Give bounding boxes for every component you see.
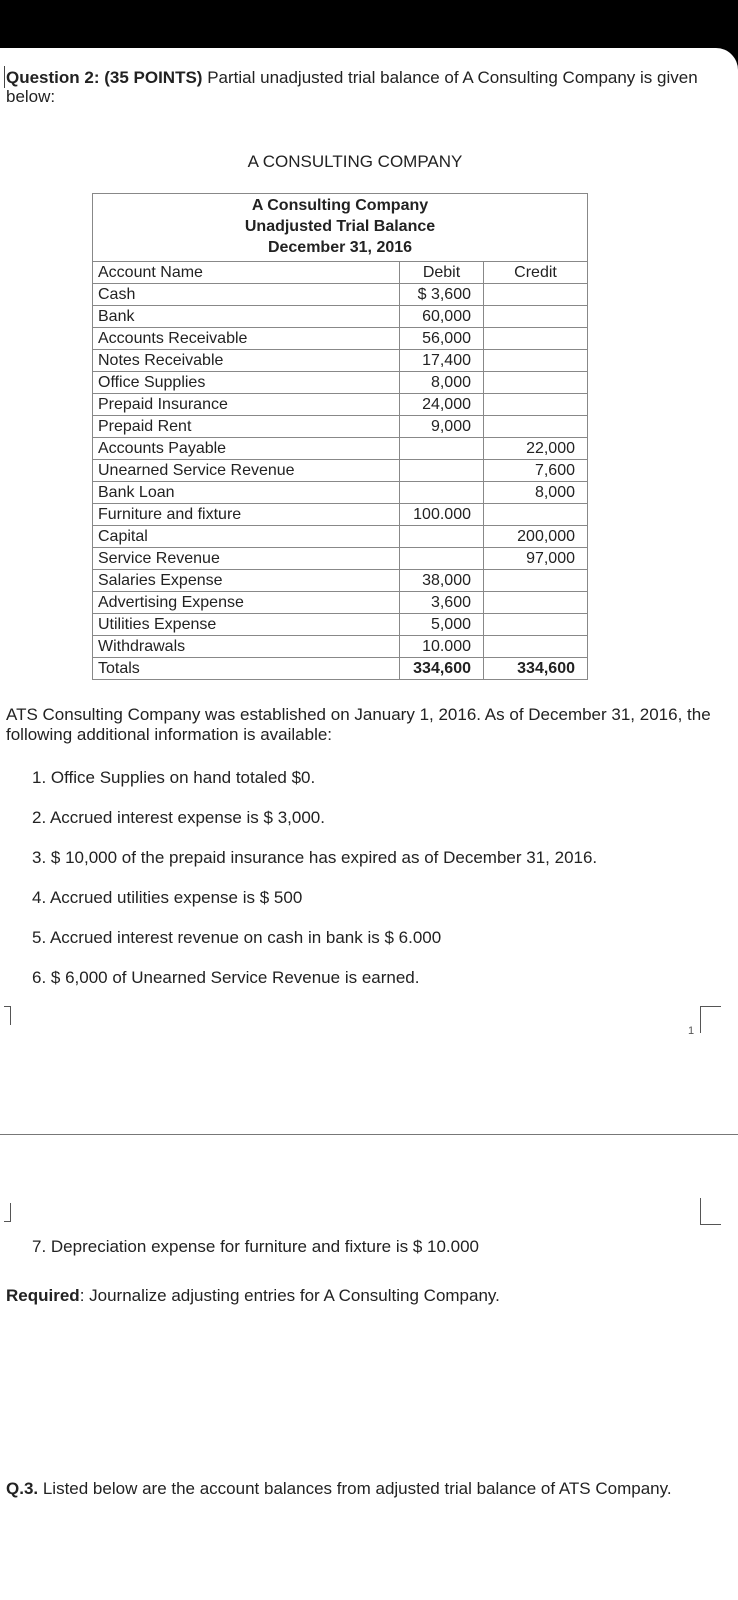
required-text: : Journalize adjusting entries for A Consulting Company. [79,1286,500,1305]
totals-credit: 334,600 [484,658,588,680]
table-row [93,394,588,416]
cell-debit: 60,000 [400,306,484,328]
company-heading: A CONSULTING COMPANY [247,152,463,171]
table-row [93,504,588,526]
table-row [93,548,588,570]
cell-credit [484,394,588,416]
page-divider [0,1134,738,1135]
trial-balance-table [92,193,588,680]
table-row [93,350,588,372]
cell-account: Office Supplies [93,372,400,394]
cell-debit: 100.000 [400,504,484,526]
list-item: 1. Office Supplies on hand totaled $0. [32,768,316,787]
table-title [93,194,588,262]
table-row [93,460,588,482]
question-3-label: Q.3. [6,1479,39,1498]
cell-credit [484,636,588,658]
cell-credit [484,416,588,438]
table-row [93,526,588,548]
cell-account: Prepaid Rent [93,416,400,438]
table-row [93,306,588,328]
required-label: Required [6,1286,80,1305]
cell-debit: 8,000 [400,372,484,394]
cell-account: Capital [93,526,400,548]
cell-debit [400,548,484,570]
cell-debit: 24,000 [400,394,484,416]
table-row [93,328,588,350]
list-item: 5. Accrued interest revenue on cash in bank is $ 6.000 [32,928,442,947]
cell-credit [484,306,588,328]
cell-credit: 97,000 [484,548,588,570]
cell-account: Notes Receivable [93,350,400,372]
cell-debit: 9,000 [400,416,484,438]
table-title-line: Unadjusted Trial Balance [244,218,436,235]
question-3 [6,1479,706,1499]
intro-paragraph: ATS Consulting Company was established on January 1, 2016. As of December 31, 2016, the following additional information is available: [6,705,711,744]
table-row [93,592,588,614]
page-edge-line [4,66,5,88]
table-row [93,284,588,306]
cell-credit [484,592,588,614]
table-row [93,636,588,658]
list-item: 4. Accrued utilities expense is $ 500 [32,888,303,907]
cell-account: Utilities Expense [93,614,400,636]
cell-account: Salaries Expense [93,570,400,592]
totals-debit: 334,600 [400,658,484,680]
cell-debit [400,526,484,548]
page-corner-marker [700,1006,721,1033]
totals-label: Totals [93,658,400,680]
cell-account: Accounts Receivable [93,328,400,350]
cell-account: Service Revenue [93,548,400,570]
cell-credit [484,372,588,394]
list-item: 7. Depreciation expense for furniture and fixture is $ 10.000 [32,1237,479,1256]
cell-credit: 8,000 [484,482,588,504]
cell-account: Bank [93,306,400,328]
cell-credit: 7,600 [484,460,588,482]
cell-credit: 200,000 [484,526,588,548]
table-title-line: December 31, 2016 [267,239,413,256]
table-title-line: A Consulting Company [251,197,429,214]
document-page [0,48,738,1600]
cell-credit [484,504,588,526]
cell-credit: 22,000 [484,438,588,460]
question-2 [6,68,726,106]
column-header-account: Account Name [93,262,400,284]
totals-row [93,658,588,680]
cell-account: Advertising Expense [93,592,400,614]
cell-debit: 10.000 [400,636,484,658]
cell-account: Prepaid Insurance [93,394,400,416]
table-row [93,482,588,504]
table-row [93,372,588,394]
cell-credit [484,350,588,372]
cell-debit: 5,000 [400,614,484,636]
cell-credit [484,328,588,350]
page-number: 1 [688,1025,695,1037]
table-row [93,438,588,460]
cell-debit: 56,000 [400,328,484,350]
table-row [93,416,588,438]
cell-debit: 38,000 [400,570,484,592]
column-header-debit: Debit [400,262,484,284]
cell-debit [400,438,484,460]
table-header-row [93,262,588,284]
page-corner-marker [700,1198,721,1225]
additional-info-list [32,768,597,1008]
cell-debit: 17,400 [400,350,484,372]
cell-account: Furniture and fixture [93,504,400,526]
list-item: 2. Accrued interest expense is $ 3,000. [32,808,325,827]
cell-account: Withdrawals [93,636,400,658]
additional-info-list-continued [32,1237,479,1277]
page-corner-marker [4,1006,11,1025]
question-3-text: Listed below are the account balances from adjusted trial balance of ATS Company. [38,1479,672,1498]
cell-account: Accounts Payable [93,438,400,460]
cell-debit [400,460,484,482]
cell-account: Unearned Service Revenue [93,460,400,482]
list-item: 3. $ 10,000 of the prepaid insurance has expired as of December 31, 2016. [32,848,598,867]
cell-credit [484,570,588,592]
cell-debit [400,482,484,504]
question-2-text: Partial unadjusted trial balance of A Consulting Company is given below: [6,68,698,106]
cell-account: Bank Loan [93,482,400,504]
table-title-row [93,194,588,262]
list-item: 6. $ 6,000 of Unearned Service Revenue is earned. [32,968,420,987]
cell-debit: 3,600 [400,592,484,614]
cell-credit [484,614,588,636]
table-row [93,614,588,636]
cell-debit: $ 3,600 [400,284,484,306]
column-header-credit: Credit [484,262,588,284]
table-row [93,570,588,592]
question-2-label: Question 2: (35 POINTS) [6,68,203,87]
page-corner-marker [4,1203,11,1222]
cell-account: Cash [93,284,400,306]
required-instruction [6,1286,500,1306]
cell-credit [484,284,588,306]
